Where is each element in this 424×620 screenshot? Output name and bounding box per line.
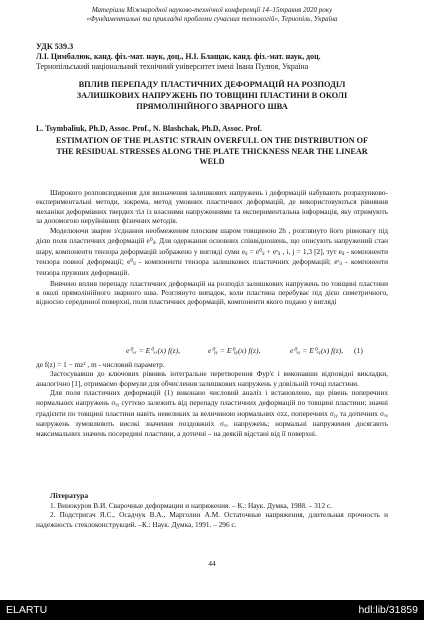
repository-footer	[0, 600, 424, 620]
authors-ukrainian: Л.І. Цимбалюк, канд. фіз.-мат. наук, доц., Н.І. Блащак, канд. фіз.-мат. наук, доц.	[36, 52, 321, 61]
conference-header	[30, 6, 394, 24]
references-list	[36, 501, 388, 529]
handle-link[interactable]: hdl:lib/31859	[358, 604, 418, 616]
body-section-1	[36, 188, 388, 307]
formula-exy: e⁰ₓᵧ = E⁰ₓᵧ(x) f(z),	[290, 346, 344, 355]
repository-name: ELARTU	[6, 604, 48, 616]
udk-code: УДК 539.3	[36, 42, 74, 51]
paragraph-1: Широкого розповсюдження для визначення залишкових напружень і деформацій набувають розрахунково-експериментальні методи, зокрема, метод умовних пластичних деформацій, де використовуються рівняння механіки деформівних твердих тіл із власними напруженнями та експериментальна інформація, яку отримують за допомогою неруйнівних фізичних методів.	[36, 188, 388, 226]
reference-2: 2. Подстригач Я.С., Осадчук В.А., Марголин А.М. Остаточные напряжения, длительная прочность и надежность стеклоконструкций. –К.: Наук. Думка, 1991. – 296 с.	[36, 510, 388, 529]
institution: Тернопільський національний технічний університет імені Івана Пулюя, Україна	[36, 62, 309, 71]
reference-1: 1. Винокуров В.И. Сварочные деформации и напряжения. – К.: Наук. Думка, 1988. – 312 с.	[50, 501, 332, 510]
formula-exx: e⁰ₓₓ = E⁰ₓₓ(x) f(z),	[126, 346, 180, 355]
paragraph-5: Застосувавши до ключових рівнянь інтегральне перетворення Фур'є і виконавши відповідні викладки, аналогічно [1], отримаємо формули для обчислення залишкових напружень у довільній точці пластини.	[36, 369, 388, 388]
paragraph-4: де f(z) = 1 − mz² , m - числовий параметр.	[36, 360, 165, 369]
body-section-2	[36, 360, 388, 439]
title-ukrainian: ВПЛИВ ПЕРЕПАДУ ПЛАСТИЧНИХ ДЕФОРМАЦІЙ НА РОЗПОДІЛ ЗАЛИШКОВИХ НАПРУЖЕНЬ ПО ТОВЩИНІ ПЛАСТИНИ В ОКОЛІ ПРЯМОЛІНІЙНОГО ЗВАРНОГО ШВА	[76, 80, 348, 111]
formula-number: (1)	[354, 346, 363, 355]
authors-english: L. Tsymbaliuk, Ph.D, Assoc. Prof., N. Blashchak, Ph.D, Assoc. Prof.	[36, 124, 262, 133]
title-english: ESTIMATION OF THE PLASTIC STRAIN OVERFULL ON THE DISTRIBUTION OF THE RESIDUAL STRESSES ALONG THE PLATE THICKNESS NEAR THE LINEAR WELD	[55, 136, 369, 166]
references-heading: Література	[50, 491, 89, 500]
page-number: 44	[208, 559, 216, 568]
formula-eyy: e⁰ᵧᵧ = E⁰ᵧᵧ(x) f(z),	[208, 346, 261, 355]
header-line-2: «Фундаментальні та прикладні проблеми сучасних технологій», Тернопіль, Україна	[86, 15, 338, 23]
header-line-1: Матеріали Міжнародної науково-технічної конференції 14–15травня 2020 року	[91, 6, 333, 14]
paragraph-3: Вивчено вплив перепаду пластичних деформацій на розподіл залишкових напружень по товщині пластини в околі прямолінійного зварного шва. Розглянуто випадок, коли пластина перебуває під дією симетричного, відносно серединної поверхні, поля пластичних деформацій, компоненти якого подано у вигляді	[36, 278, 388, 307]
paragraph-2: Моделюючи зварне з'єднання необмеженим плоским шаром товщиною 2h , розглянуто його рівновагу під дією поля пластичних деформацій e⁰ᵢⱼ. Для одержання основних співвідношень, що описують напружений стан шару, компоненти тензора деформацій зображено у вигляді суми eᵢⱼ = e⁰ᵢⱼ + eᵉᵢⱼ , i, j = 1,3 [2], тут eᵢⱼ - компоненти тензора повної деформації; e⁰ᵢⱼ - компоненти тензора залишкових пластичних деформацій; eᵉᵢⱼ - компоненти тензора пружних деформацій.	[36, 225, 388, 277]
paragraph-6: Для поля пластичних деформацій (1) виконано числовий аналіз і встановлено, що рівень поперечних нормальних напружень σᵧᵧ суттєво залежить від перепаду пластичних деформацій по товщині пластини; значні градієнти по товщині пластини навіть невеликих за величиною нормальних σzz, поперечних σᵧᵧ та дотичних σₓᵧ напружень зумовлюють високі значення поздовжніх σₓₓ напружень; нормальні напруження досягають максимальних значень посередині пластини, а дотичні – на деякій відстані від її поверхні.	[36, 388, 388, 439]
